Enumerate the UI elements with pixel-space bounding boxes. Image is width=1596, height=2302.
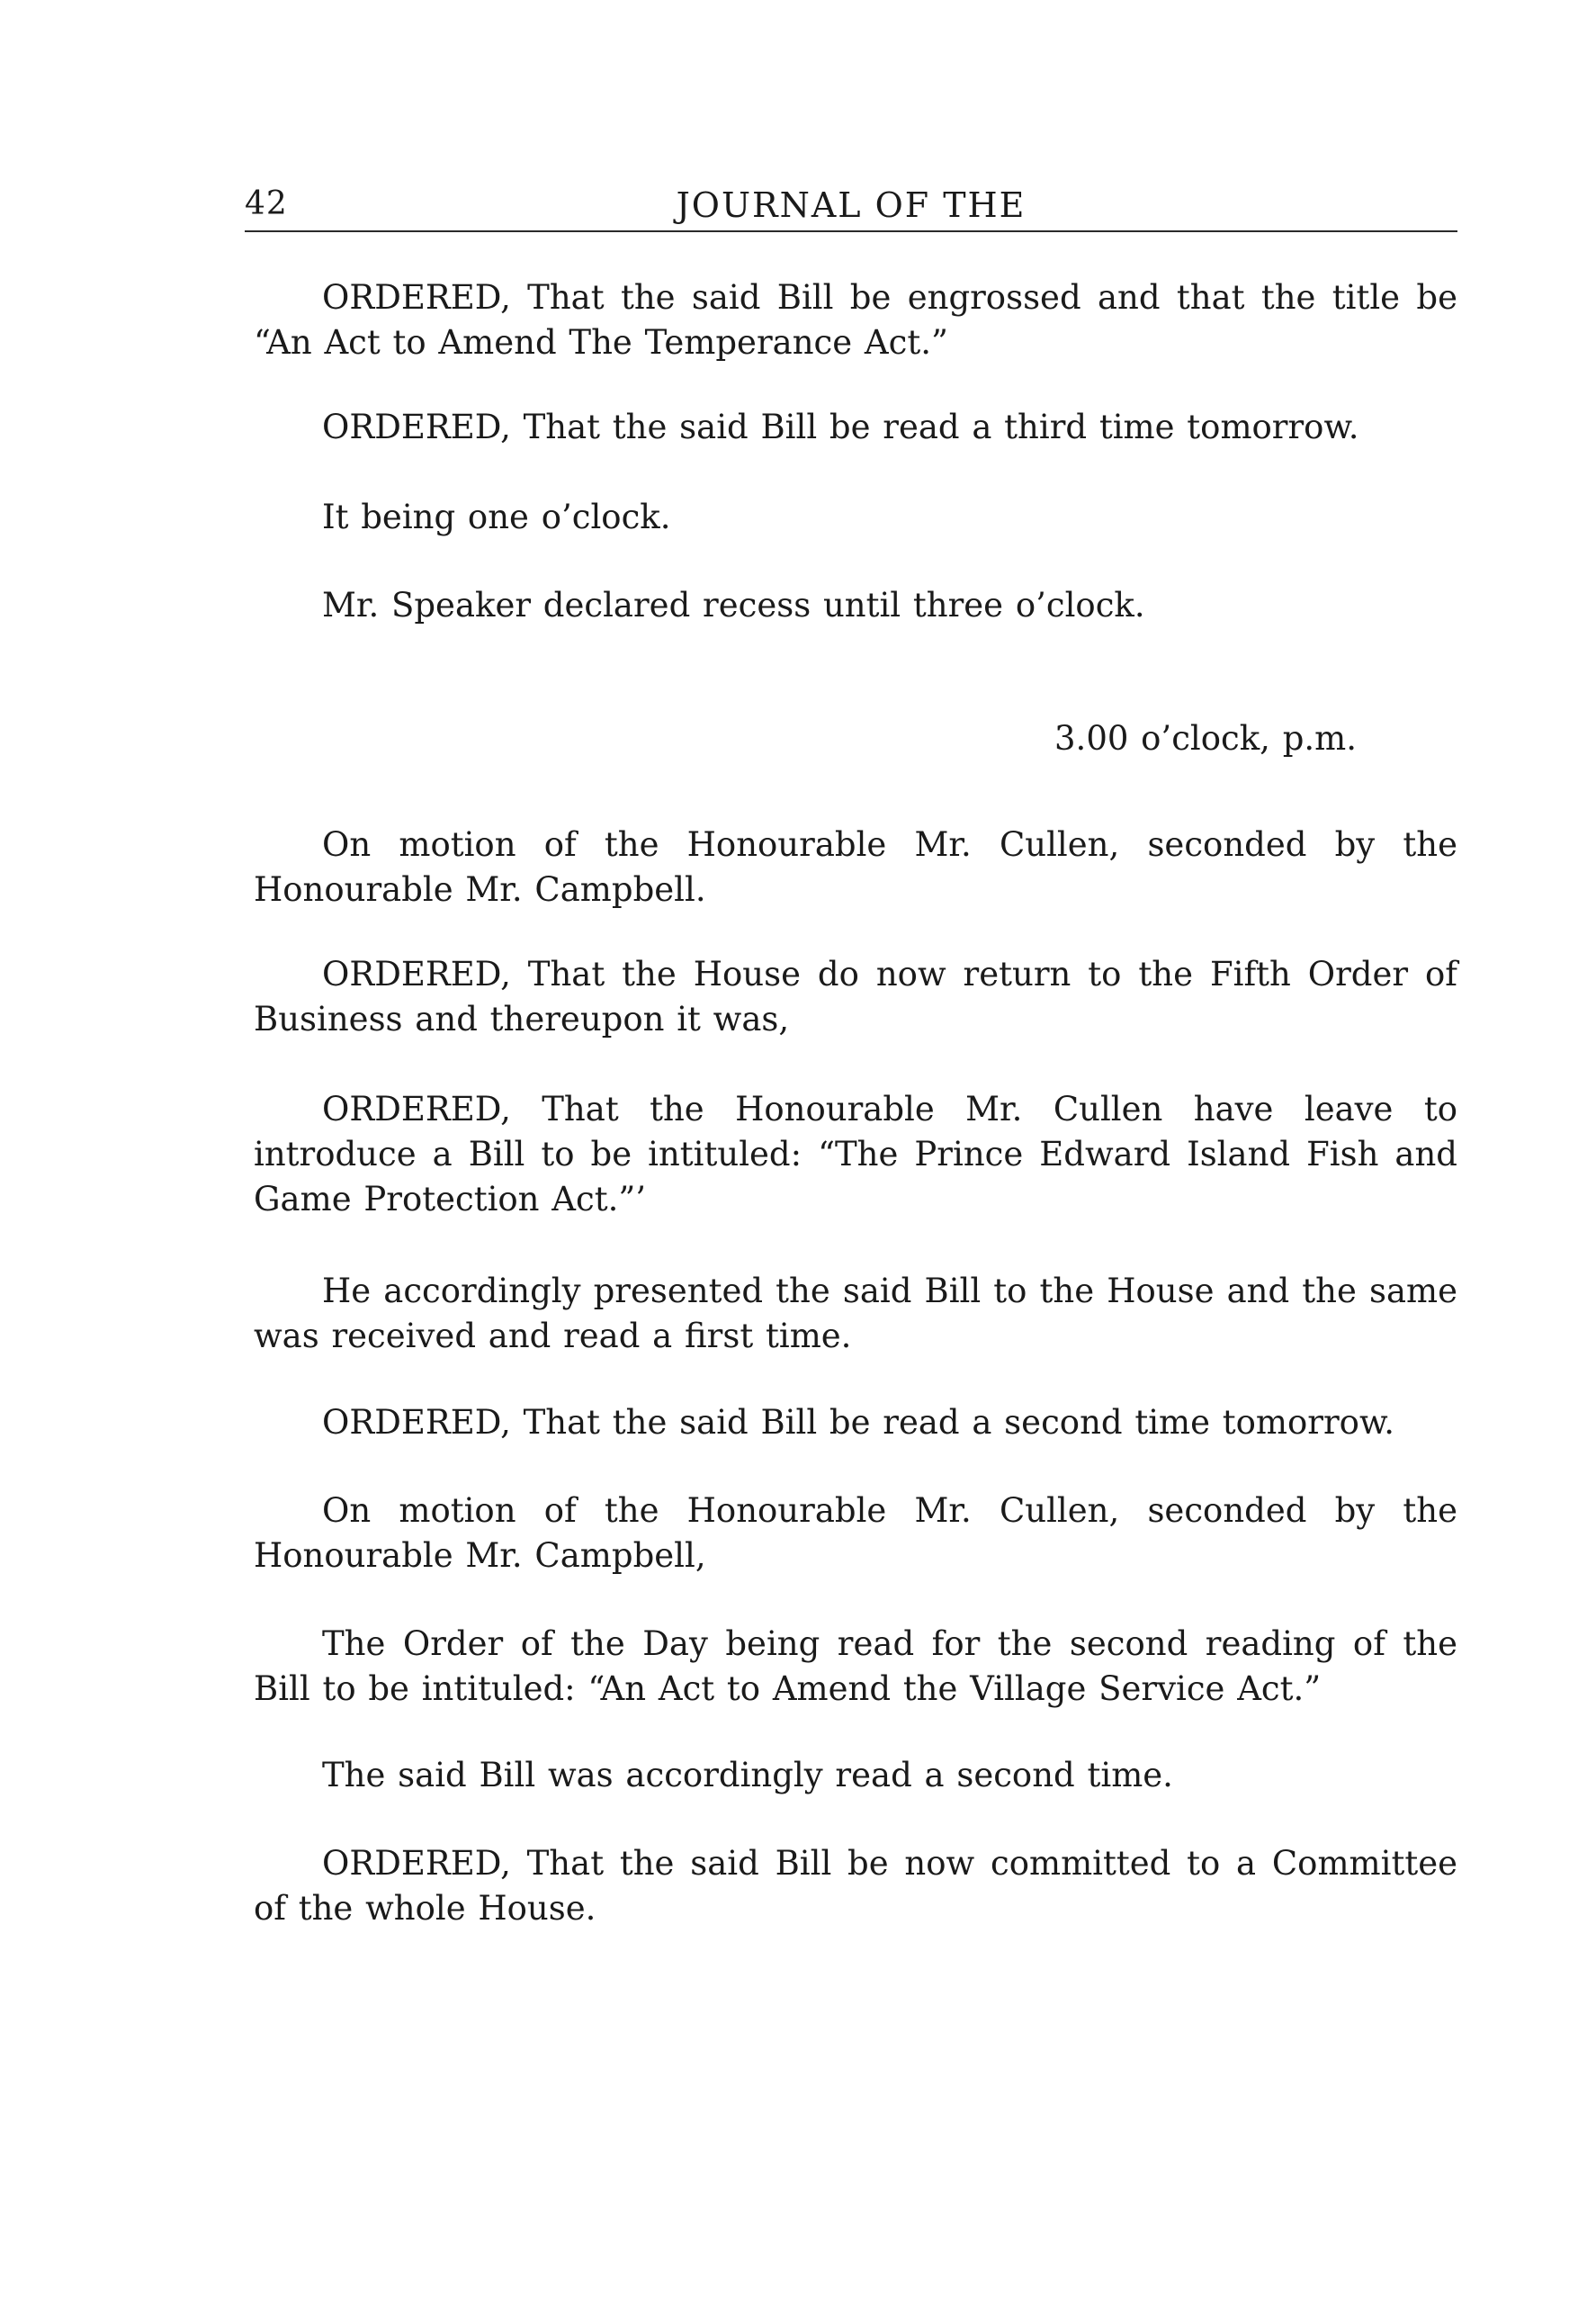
paragraph-fifth-order: ORDERED, That the House do now return to the Fifth Order of Business and thereupon it was, [254, 955, 1457, 1039]
running-head: JOURNAL OF THE [676, 185, 1027, 225]
paragraph-motion-cullen-2: On motion of the Honourable Mr. Cullen, seconded by the Honourable Mr. Campbell, [254, 1491, 1457, 1575]
page-number: 42 [245, 185, 288, 222]
paragraph-ordered-engrossed: ORDERED, That the said Bill be engrossed and that the title be “An Act to Amend The Temperance Act.” [254, 278, 1457, 362]
paragraph-motion-cullen-1: On motion of the Honourable Mr. Cullen, seconded by the Honourable Mr. Campbell. [254, 825, 1457, 909]
paragraph-committee: ORDERED, That the said Bill be now committed to a Committee of the whole House. [254, 1844, 1457, 1928]
paragraph-recess: Mr. Speaker declared recess until three o’clock. [322, 586, 1145, 625]
paragraph-second-reading-order: ORDERED, That the said Bill be read a second time tomorrow. [322, 1403, 1394, 1442]
paragraph-one-oclock: It being one o’clock. [322, 498, 671, 536]
paragraph-first-reading: He accordingly presented the said Bill to the House and the same was received and read a first time. [254, 1272, 1457, 1355]
paragraph-ordered-third-reading: ORDERED, That the said Bill be read a third time tomorrow. [322, 408, 1359, 446]
paragraph-village-service-bill: The Order of the Day being read for the second reading of the Bill to be intituled: “An Act to Amend the Village Service Act.” [254, 1624, 1457, 1708]
paragraph-fish-game-bill: ORDERED, That the Honourable Mr. Cullen have leave to introduce a Bill to be intituled: “The Prince Edward Island Fish and Game Protection Act.”’ [254, 1090, 1457, 1218]
paragraph-second-time: The said Bill was accordingly read a second time. [322, 1756, 1173, 1794]
time-stamp: 3.00 o’clock, p.m. [1054, 719, 1357, 758]
